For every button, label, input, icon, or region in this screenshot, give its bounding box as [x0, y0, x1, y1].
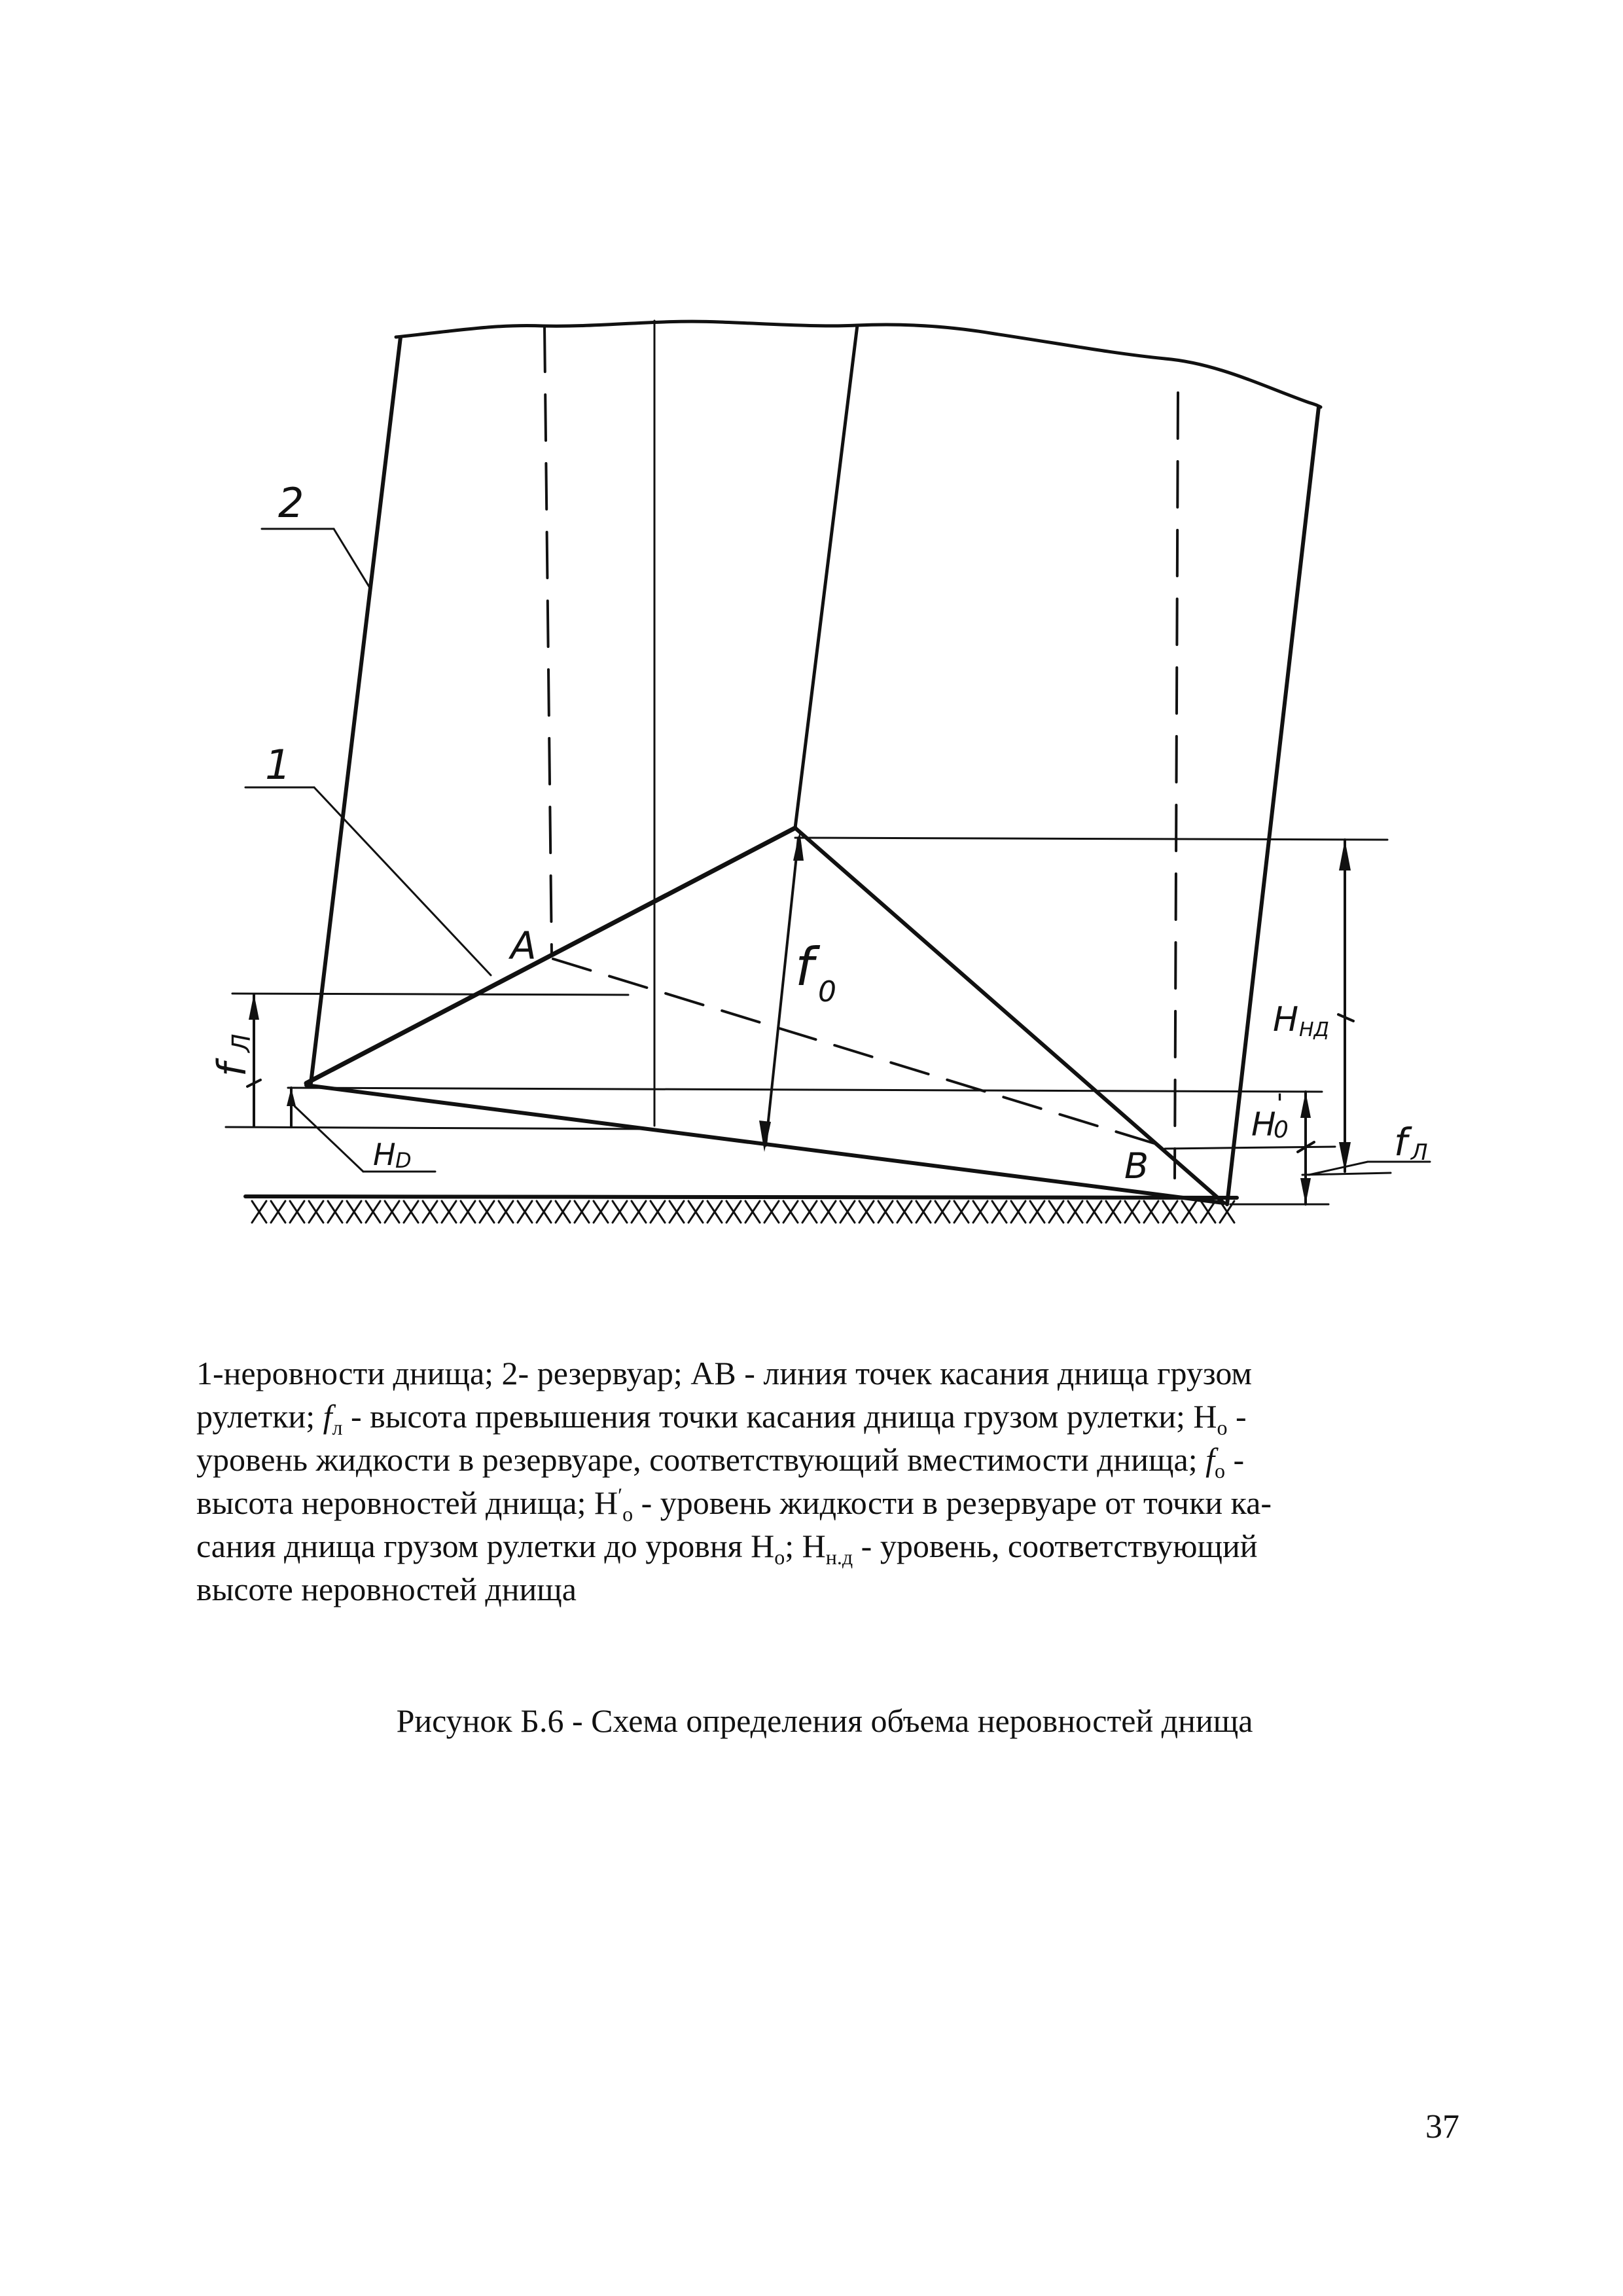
f0-label-sub: 0 — [818, 975, 836, 1009]
point-a-label: A — [510, 924, 537, 968]
h0prime-label-sup: ' — [1276, 1089, 1283, 1119]
hnd-arrow-top — [1339, 840, 1351, 870]
h0-leader — [294, 1106, 363, 1172]
figure-legend — [196, 1352, 1479, 1611]
level-fl-upper — [232, 994, 628, 995]
legend-h0-sub: о — [1217, 1416, 1228, 1439]
page-number: 37 — [1425, 2108, 1459, 2145]
legend-h0-sub-2: о — [774, 1545, 785, 1569]
figure-title: Рисунок Б.6 - Схема определения объема неровностей днища — [396, 1702, 1253, 1739]
legend-line-2c: - — [1227, 1398, 1247, 1435]
f0-dimension-line — [766, 838, 798, 1145]
legend-line-2b: - высота превышения точки касания днища грузом рулетки; Н — [342, 1398, 1217, 1435]
legend-hnd-sub: н.д — [825, 1545, 853, 1569]
legend-line-5b: ; Н — [785, 1528, 826, 1564]
legend-line-6: высоте неровностей днища — [196, 1571, 577, 1607]
f0-label: f — [795, 937, 814, 997]
legend-line-4a: высота неровностей днища; Н — [196, 1484, 618, 1521]
fl-right-label-sub: Л — [1411, 1139, 1428, 1166]
dashed-vertical-b — [1175, 393, 1178, 1178]
legend-f0-sub: о — [1215, 1459, 1226, 1482]
fl-left-arrow-top — [249, 994, 259, 1020]
f0-arrow-bottom — [759, 1121, 771, 1152]
legend-line-4b: - уровень жидкости в резервуаре от точки ка- — [633, 1484, 1272, 1521]
legend-f0-symbol: f — [1205, 1441, 1215, 1478]
bottom-right-fall — [795, 828, 1224, 1203]
tank-left-wall — [311, 337, 401, 1083]
callout-2-leader — [334, 529, 370, 588]
h0-label-sub: D — [395, 1148, 412, 1173]
callout-2-label: 2 — [278, 479, 304, 527]
legend-line-2a: рулетки; — [196, 1398, 323, 1435]
callout-1-leader — [314, 787, 491, 975]
legend-f-symbol: f — [323, 1398, 332, 1435]
dashed-vertical-a — [544, 326, 552, 956]
fl-left-label-sub: Л — [227, 1033, 256, 1052]
callout-1-label: 1 — [265, 741, 291, 789]
fl-left-label: f — [209, 1062, 255, 1077]
level-b-line — [1165, 1147, 1335, 1149]
ground-hatching — [252, 1201, 1234, 1223]
point-b-label: B — [1124, 1145, 1149, 1187]
fl-right-label: f — [1394, 1120, 1408, 1164]
level-hnd-top — [795, 838, 1387, 840]
legend-line-3b: - — [1225, 1441, 1245, 1478]
legend-fl-sub: л — [332, 1416, 343, 1439]
legend-hprime-sup: ′ — [618, 1483, 623, 1507]
legend-line-3a: уровень жидкости в резервуаре, соответствующий вместимости днища; — [196, 1441, 1206, 1478]
tank-right-wall — [1227, 407, 1319, 1204]
h0-label: H — [373, 1137, 396, 1172]
legend-line-5c: - уровень, соответствующий — [853, 1528, 1258, 1564]
h0-arrow — [287, 1088, 296, 1106]
tank-inner-wall — [795, 325, 857, 828]
h0prime-arrow-bottom — [1300, 1178, 1311, 1204]
legend-line-1: 1-неровности днища; 2- резервуар; АВ - линия точек касания днища грузом — [196, 1355, 1253, 1391]
h0prime-label-sub: 0 — [1274, 1117, 1289, 1143]
line-ab-dashed — [553, 959, 1171, 1149]
hnd-label: H — [1273, 1000, 1299, 1039]
legend-hprime-sub: о — [622, 1502, 633, 1526]
h0prime-label: H — [1251, 1105, 1276, 1143]
tank-top-edge — [396, 321, 1321, 407]
ground-line — [245, 1196, 1237, 1198]
h0prime-arrow-top — [1300, 1092, 1311, 1118]
level-h0-line — [288, 1088, 1322, 1092]
legend-line-5a: сания днища грузом рулетки до уровня Н — [196, 1528, 775, 1564]
hnd-label-sub: НД — [1299, 1018, 1329, 1041]
bottom-left-rise — [306, 828, 795, 1083]
